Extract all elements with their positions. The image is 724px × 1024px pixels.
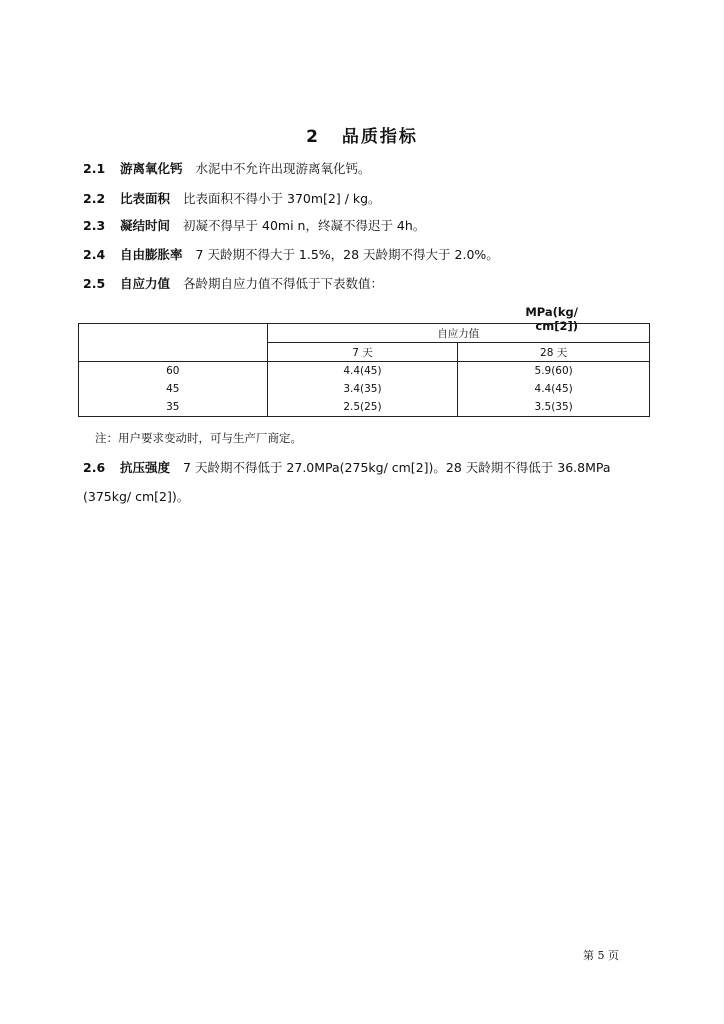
section-number: 2 (306, 127, 320, 147)
clause-number: 2.1 (83, 161, 106, 176)
clause-2-6 (83, 458, 611, 476)
table-note: 注：用户要求变动时，可与生产厂商定。 (95, 431, 302, 445)
clause-2-3 (83, 216, 425, 234)
clause-number: 2.5 (83, 276, 106, 291)
clause-name: 凝结时间 (120, 218, 171, 233)
section-title-text: 品质指标 (341, 127, 418, 147)
table-corner-cell (79, 324, 268, 362)
section-title (0, 122, 724, 147)
clause-2-4 (83, 245, 499, 263)
table-cell-7d: 4.4(45) (267, 362, 458, 381)
clause-name: 游离氧化钙 (120, 161, 183, 176)
table-cell-28d: 4.4(45) (458, 380, 650, 398)
clause-text: 各龄期自应力值不得低于下表数值： (183, 276, 384, 291)
table-group-header: 自应力值 (267, 324, 649, 343)
clause-text: 7 天龄期不得低于 27.0MPa(275kg/ cm[2])。28 天龄期不得低于 36.8MPa (183, 460, 611, 475)
clause-2-6-continuation: (375kg/ cm[2])。 (83, 489, 190, 504)
clause-name: 自应力值 (120, 276, 171, 291)
clause-2-2 (83, 189, 381, 207)
table-subheader-28d: 28 天 (458, 343, 650, 362)
clause-text: 7 天龄期不得大于 1.5%，28 天龄期不得大于 2.0%。 (195, 247, 499, 262)
self-stress-table (78, 323, 650, 417)
clause-number: 2.6 (83, 460, 106, 475)
table-cell-grade: 60 (79, 362, 268, 381)
table-unit: MPa(kg/ cm[2]) (525, 305, 578, 333)
clause-2-5 (83, 274, 383, 292)
clause-text: 比表面积不得小于 370m[2] / kg。 (183, 191, 381, 206)
clause-number: 2.3 (83, 218, 106, 233)
clause-name: 比表面积 (120, 191, 171, 206)
clause-text: 初凝不得早于 40mi n，终凝不得迟于 4h。 (183, 218, 426, 233)
clause-2-1 (83, 159, 371, 177)
clause-name: 抗压强度 (120, 460, 171, 475)
table-header-row (79, 324, 650, 343)
clause-name: 自由膨胀率 (120, 247, 183, 262)
clause-text: 水泥中不允许出现游离氧化钙。 (195, 161, 371, 176)
table-cell-grade: 35 (79, 398, 268, 417)
table-row (79, 398, 650, 417)
table-row (79, 362, 650, 381)
table-cell-28d: 5.9(60) (458, 362, 650, 381)
table-cell-grade: 45 (79, 380, 268, 398)
clause-number: 2.4 (83, 247, 106, 262)
table-subheader-7d: 7 天 (267, 343, 458, 362)
table-cell-7d: 3.4(35) (267, 380, 458, 398)
table-cell-28d: 3.5(35) (458, 398, 650, 417)
table-row (79, 380, 650, 398)
page-number: 第 5 页 (583, 949, 619, 962)
clause-number: 2.2 (83, 191, 106, 206)
table-cell-7d: 2.5(25) (267, 398, 458, 417)
